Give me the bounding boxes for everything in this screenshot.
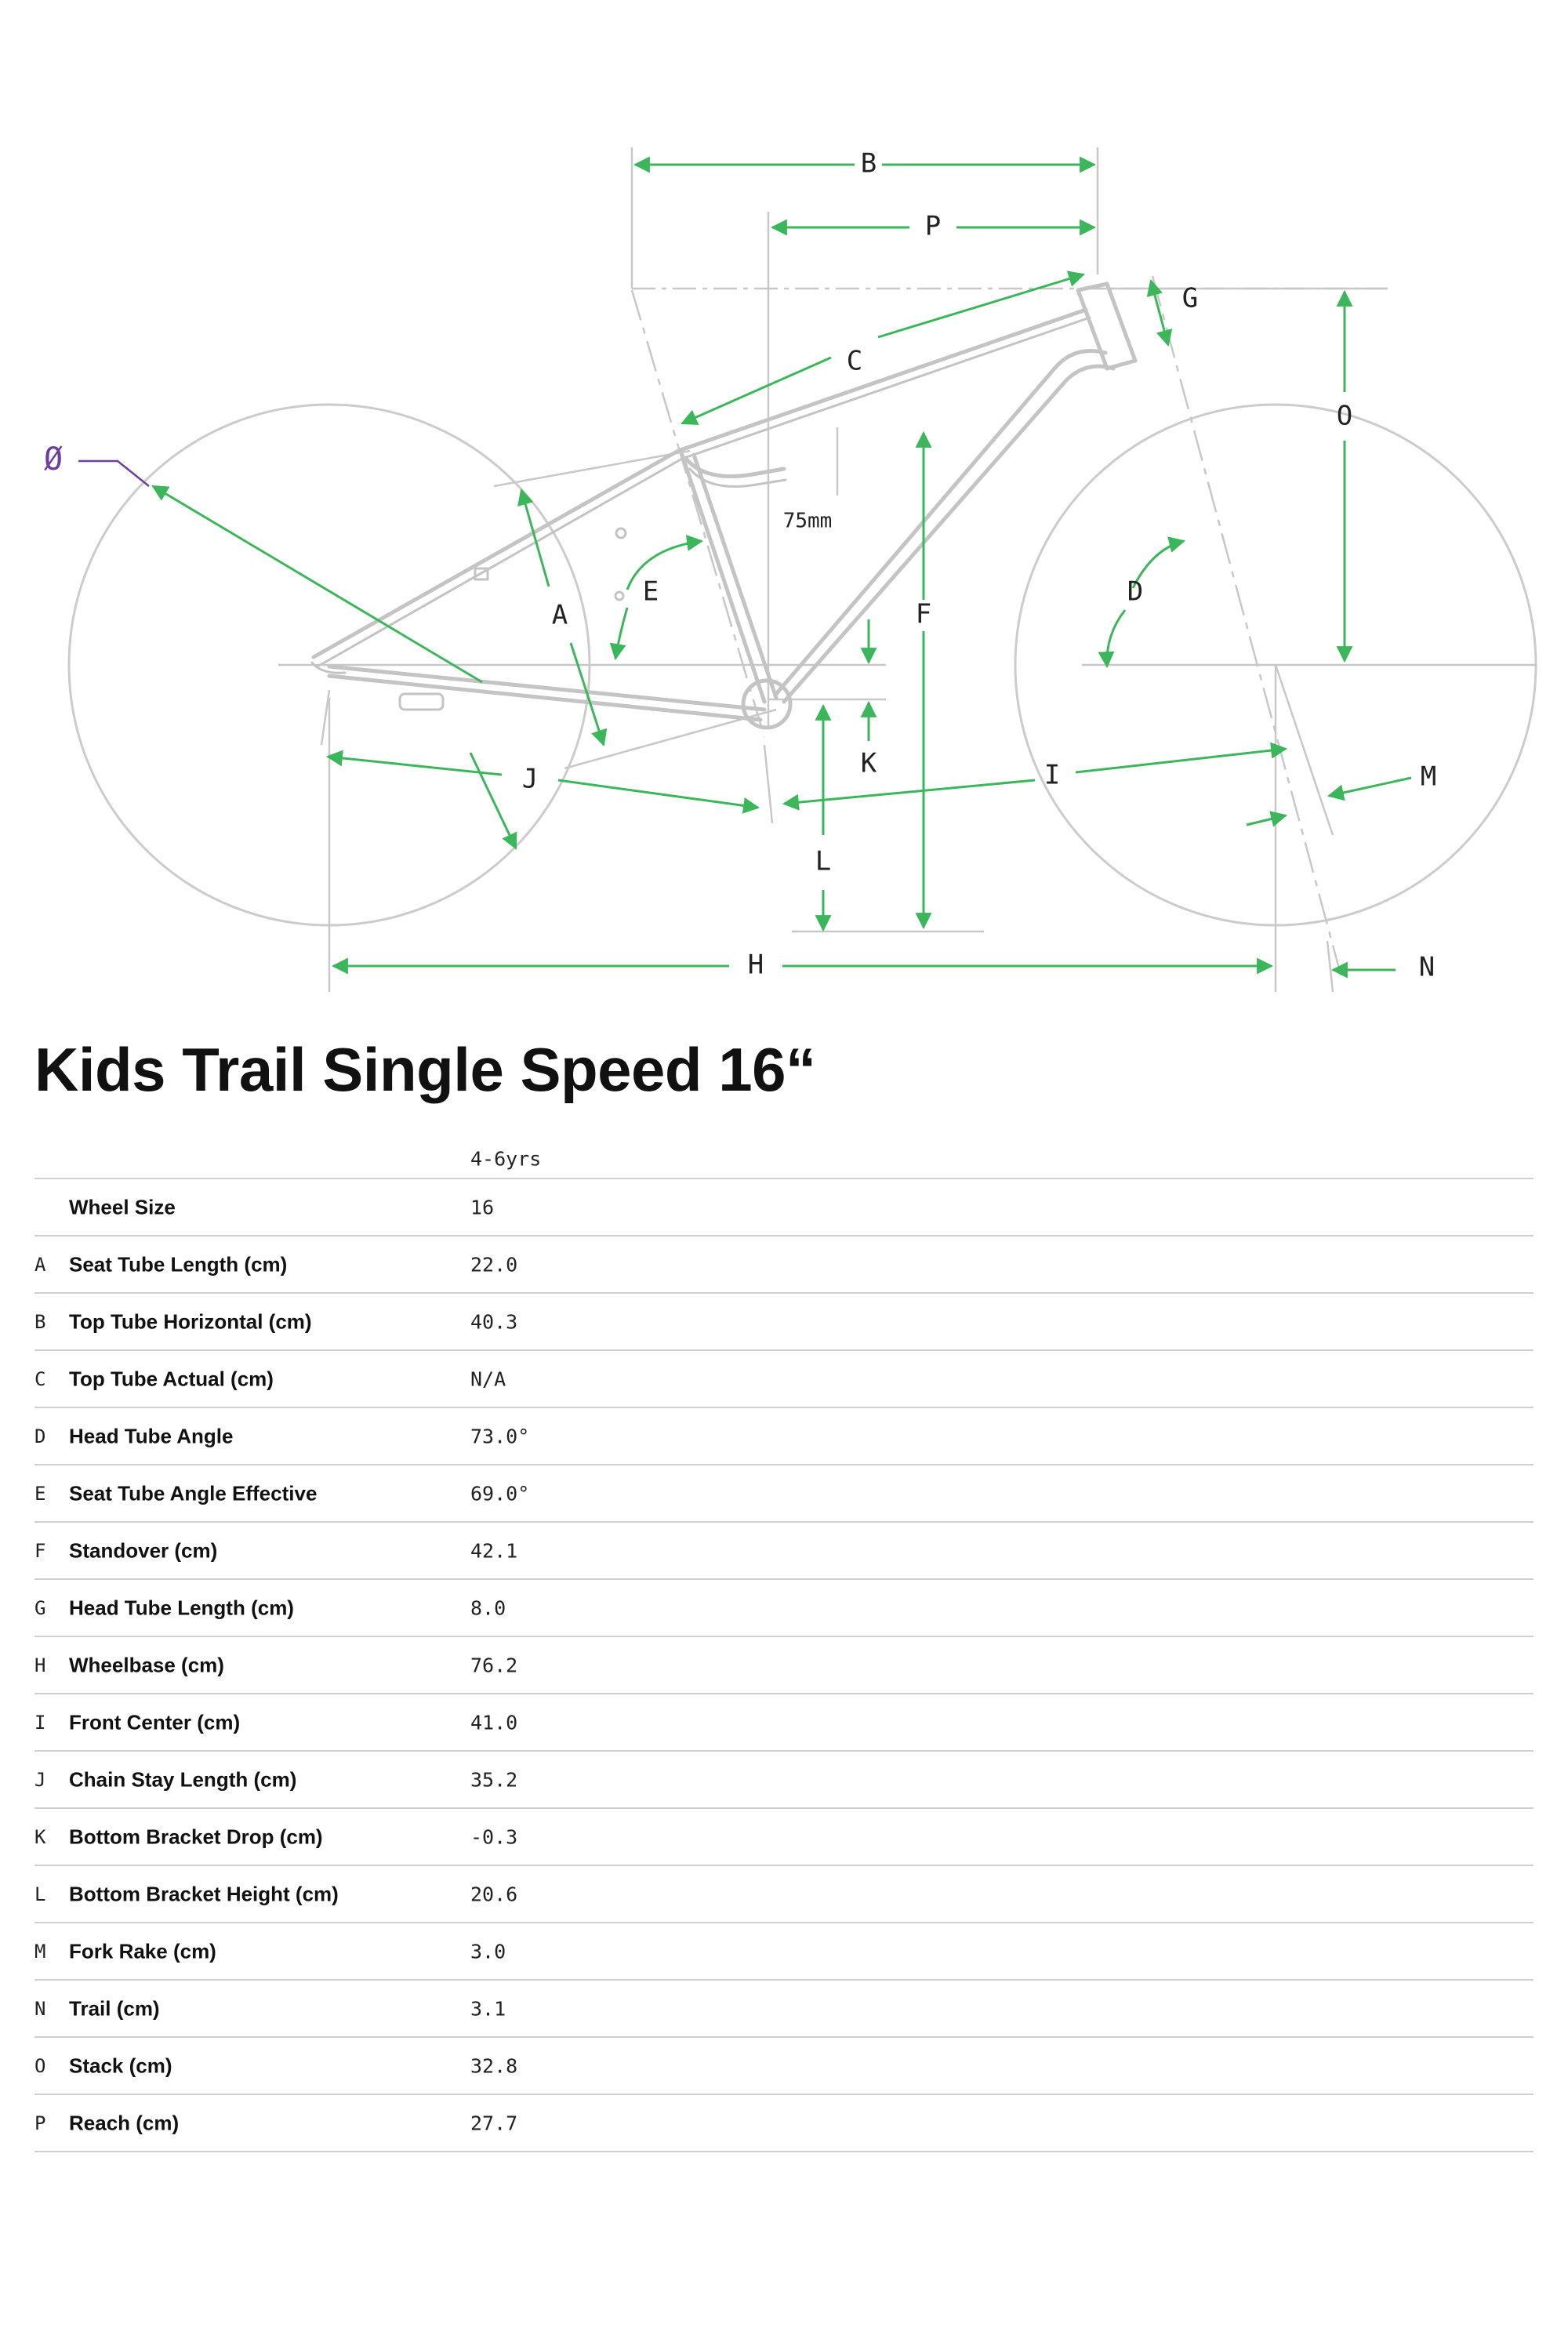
row-value: 73.0° [470,1425,530,1447]
table-row [34,1523,1534,1580]
page-title: Kids Trail Single Speed 16“ [34,1035,816,1104]
table-row [34,1179,1534,1237]
bike-frame [312,284,1135,728]
row-value: -0.3 [470,1825,518,1848]
label-d: D [1127,576,1144,608]
label-wheel-diameter: Ø [43,441,64,478]
row-letter: G [34,1596,46,1619]
label-a: A [551,599,568,631]
label-g: G [1181,282,1199,314]
row-value: 32.8 [470,2054,518,2077]
label-i: I [1044,759,1061,791]
table-row [34,1923,1534,1981]
table-row [34,1465,1534,1523]
row-label: Front Center (cm) [69,1710,241,1734]
table-row [34,1981,1534,2038]
bottom-bracket [743,681,790,728]
row-label: Seat Tube Angle Effective [69,1481,318,1505]
table-row [34,1237,1534,1294]
label-j: J [521,763,539,795]
label-f: F [915,598,932,630]
row-label: Head Tube Angle [69,1424,234,1447]
row-value: 27.7 [470,2112,518,2134]
row-label: Wheelbase (cm) [69,1653,224,1676]
label-seatpost-75mm: 75mm [782,509,833,533]
label-p: P [924,210,942,242]
row-letter: E [34,1482,46,1505]
label-c: C [846,345,863,377]
head-tube [1078,284,1135,369]
table-body [34,1179,1534,2152]
label-k: K [860,747,877,779]
label-h: H [747,949,764,981]
row-letter: D [34,1425,46,1447]
row-value: 3.0 [470,1940,506,1963]
table-row [34,1866,1534,1923]
row-letter: H [34,1654,46,1676]
row-value: N/A [470,1367,506,1390]
geometry-table [34,1137,1534,2152]
row-label: Bottom Bracket Drop (cm) [69,1825,323,1848]
table-row [34,1752,1534,1809]
row-letter: O [34,2054,46,2077]
top-tube [314,310,1086,657]
row-letter: A [34,1253,46,1276]
table-row [34,1294,1534,1351]
row-label: Top Tube Actual (cm) [69,1367,274,1390]
dimension-arrows [153,165,1411,970]
row-label: Trail (cm) [69,1996,160,2020]
label-m: M [1420,761,1437,793]
row-letter: B [34,1310,46,1333]
row-value: 76.2 [470,1654,518,1676]
label-l: L [815,845,832,877]
table-row [34,1809,1534,1866]
row-label: Stack (cm) [69,2054,172,2077]
row-label: Bottom Bracket Height (cm) [69,1882,339,1905]
row-label: Wheel Size [69,1195,176,1218]
row-letter: I [34,1711,46,1734]
row-letter: F [34,1539,46,1562]
row-label: Seat Tube Length (cm) [69,1252,288,1276]
label-b: B [860,147,877,180]
table-header-row [34,1137,1534,1179]
label-o: O [1336,400,1353,432]
label-n: N [1418,951,1436,983]
row-label: Fork Rake (cm) [69,1939,216,1963]
dimension-labels [44,148,1436,983]
table-row [34,1694,1534,1752]
size-column-header: 4-6yrs [470,1147,542,1171]
table-row [34,1637,1534,1694]
row-letter: J [34,1768,46,1791]
row-label: Top Tube Horizontal (cm) [69,1309,312,1333]
table-row [34,2038,1534,2095]
row-label: Head Tube Length (cm) [69,1596,294,1619]
row-value: 3.1 [470,1997,506,2020]
table-row [34,1580,1534,1637]
row-label: Reach (cm) [69,2111,180,2134]
row-letter: L [34,1883,46,1905]
chain-stay [329,666,764,720]
row-value: 35.2 [470,1768,518,1791]
row-letter: P [34,2112,46,2134]
table-row [34,1408,1534,1465]
bike-geometry-diagram [0,0,1568,1019]
row-value: 22.0 [470,1253,518,1276]
table-row [34,1351,1534,1408]
wheel-diameter-leader [78,461,149,486]
row-letter: N [34,1997,46,2020]
label-e: E [642,576,659,608]
row-label: Chain Stay Length (cm) [69,1767,297,1791]
row-letter: K [34,1825,46,1848]
row-value: 20.6 [470,1883,518,1905]
row-letter: M [34,1940,46,1963]
row-value: 41.0 [470,1711,518,1734]
row-value: 16 [470,1196,495,1218]
row-value: 40.3 [470,1310,518,1333]
row-value: 69.0° [470,1482,530,1505]
row-value: 8.0 [470,1596,506,1619]
row-label: Standover (cm) [69,1538,218,1562]
row-letter: C [34,1367,46,1390]
row-value: 42.1 [470,1539,518,1562]
table-row [34,2095,1534,2152]
